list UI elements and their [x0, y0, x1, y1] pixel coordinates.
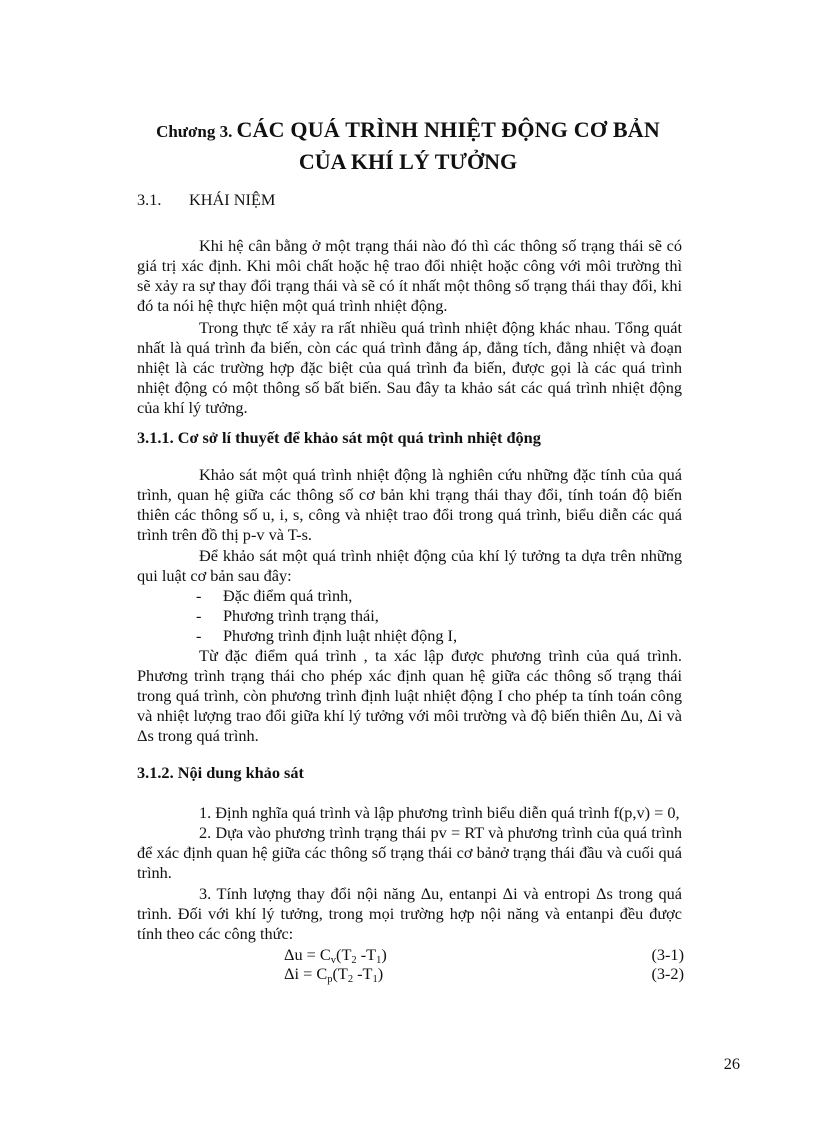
chapter-title-line2: CỦA KHÍ LÝ TƯỞNG	[298, 149, 518, 174]
paragraph-text: Trong thực tế xảy ra rất nhiều quá trình nhiệt động khác nhau. Tổng quát nhất là quá trình đa biến, còn các quá trình đẳng áp, đẳng tích, đẳng nhiệt và đoạn nhiệt là các trường hợp đặc biệt của quá trình đa biến, được gọi là các quá trình nhiệt động có một thông số bất biến. Sau đây ta khảo sát các quá trình nhiệt động của khí lý tưởng.	[137, 318, 682, 417]
bullet-marker: -	[196, 606, 202, 625]
chapter-label: Chương 3.	[156, 122, 233, 141]
equation-3-2	[284, 964, 684, 984]
page-number: 26	[723, 1054, 740, 1073]
subsection-2-item-1	[137, 803, 682, 823]
subsection-1-paragraph-3	[137, 646, 682, 746]
intro-paragraph-2	[137, 318, 682, 418]
subsection-2-heading: 3.1.2. Nội dung khảo sát	[137, 763, 304, 782]
paragraph-text: Từ đặc điểm quá trình , ta xác lập được phương trình của quá trình. Phương trình trạng thái cho phép xác định quan hệ giữa các thông số trạng thái trong quá trình, còn phương trình định luật nhiệt động I cho phép ta tính toán công và nhiệt lượng trao đổi giữa khí lý tưởng với môi trường và độ biến thiên Δu, Δi và Δs trong quá trình.	[137, 646, 682, 745]
subsection-2-item-2	[137, 823, 682, 883]
section-number: 3.1.	[137, 190, 162, 209]
subsection-1-paragraph-1	[137, 465, 682, 545]
paragraph-text: Khảo sát một quá trình nhiệt động là nghiên cứu những đặc tính của quá trình, quan hệ giữa các thông số cơ bản khi trạng thái thay đổi, tính toán độ biến thiên các thông số u, i, s, công và nhiệt trao đổi trong quá trình, biểu diễn các quá trình trên đồ thị p-v và T-s.	[137, 465, 682, 544]
paragraph-text: 1. Định nghĩa quá trình và lập phương trình biểu diễn quá trình f(p,v) = 0,	[199, 803, 680, 822]
list-item	[196, 626, 457, 646]
equation-number: (3-1)	[651, 945, 684, 964]
chapter-title-line1: CÁC QUÁ TRÌNH NHIỆT ĐỘNG CƠ BẢN	[236, 117, 660, 142]
intro-paragraph-1	[137, 236, 682, 316]
bullet-marker: -	[196, 586, 202, 605]
list-item-text: Phương trình trạng thái,	[223, 606, 379, 625]
section-title: KHÁI NIỆM	[189, 190, 276, 209]
section-heading	[137, 190, 275, 210]
paragraph-text: 3. Tính lượng thay đổi nội năng Δu, entanpi Δi và entropi Δs trong quá trình. Đối với khí lý tưởng, trong mọi trường hợp nội năng và entanpi đều được tính theo các công thức:	[137, 884, 682, 943]
equation-formula: $\Delta i = C_p(T_2$ $-T_1$)	[284, 964, 384, 985]
equation-3-1	[284, 945, 684, 965]
list-item-text: Đặc điểm quá trình,	[223, 586, 353, 605]
list-item	[196, 606, 457, 626]
subsection-1-paragraph-2	[137, 546, 682, 586]
list-item	[196, 586, 457, 606]
bullet-marker: -	[196, 626, 202, 645]
paragraph-text: Để khảo sát một quá trình nhiệt động của khí lý tưởng ta dựa trên những qui luật cơ bản sau đây:	[137, 546, 682, 585]
paragraph-text: 2. Dựa vào phương trình trạng thái pv = RT và phương trình của quá trình để xác định quan hệ giữa các thông số trạng thái cơ bảnở trạng thái đầu và cuối quá trình.	[137, 823, 682, 882]
subsection-1-heading: 3.1.1. Cơ sở lí thuyết để khảo sát một quá trình nhiệt động	[137, 428, 541, 447]
equation-number: (3-2)	[651, 964, 684, 983]
list-item-text: Phương trình định luật nhiệt động I,	[223, 626, 458, 645]
chapter-heading	[0, 115, 816, 177]
law-list	[196, 586, 457, 646]
paragraph-text: Khi hệ cân bằng ở một trạng thái nào đó thì các thông số trạng thái sẽ có giá trị xác định. Khi môi chất hoặc hệ trao đổi nhiệt hoặc công với môi trường thì sẽ xảy ra sự thay đổi trạng thái và sẽ có ít nhất một thông số trạng thái thay đổi, khi đó ta nói hệ thực hiện một quá trình nhiệt động.	[137, 236, 682, 315]
subsection-2-item-3	[137, 884, 682, 944]
equation-formula: $\Delta u = C_v(T_2$ $-T_1$)	[284, 945, 387, 966]
